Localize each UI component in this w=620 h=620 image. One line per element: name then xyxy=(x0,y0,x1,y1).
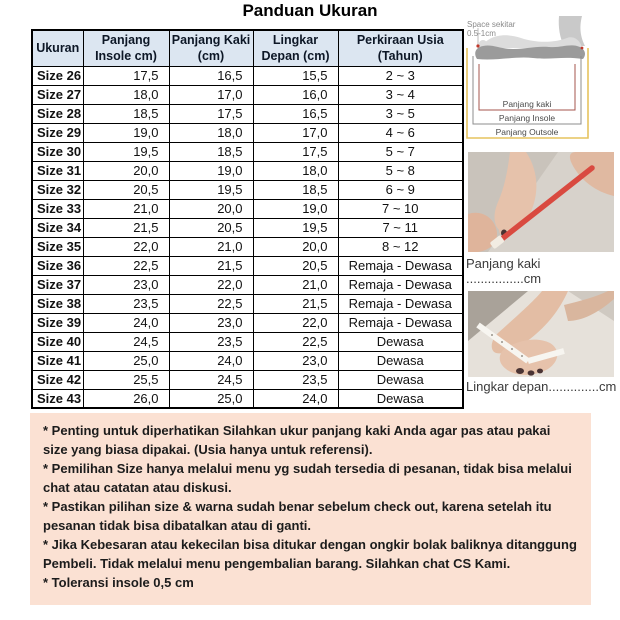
cell-size: Size 28 xyxy=(32,104,83,123)
cell-usia: 3 ~ 5 xyxy=(338,104,463,123)
cell-lingkar: 18,0 xyxy=(253,161,338,180)
foot-measurement-diagram xyxy=(463,16,616,143)
space-note-line1: Space sekitar xyxy=(467,20,516,29)
cell-kaki: 21,0 xyxy=(169,237,253,256)
cell-lingkar: 19,5 xyxy=(253,218,338,237)
cell-lingkar: 20,0 xyxy=(253,237,338,256)
page-title: Panduan Ukuran xyxy=(242,1,378,20)
cell-kaki: 21,5 xyxy=(169,256,253,275)
cell-size: Size 33 xyxy=(32,199,83,218)
note-item: * Pastikan pilihan size & warna sudah benar sebelum check out, karena setelah itu pesanan tidak bisa dibatalkan atau di ganti. xyxy=(43,498,552,533)
table-row xyxy=(32,351,463,370)
cell-insole: 22,5 xyxy=(83,256,169,275)
cell-insole: 23,0 xyxy=(83,275,169,294)
cell-usia: 7 ~ 10 xyxy=(338,199,463,218)
cell-kaki: 17,0 xyxy=(169,85,253,104)
cell-lingkar: 19,0 xyxy=(253,199,338,218)
cell-lingkar: 16,0 xyxy=(253,85,338,104)
table-header xyxy=(32,30,463,66)
table-header-row xyxy=(32,30,463,66)
cell-kaki: 19,5 xyxy=(169,180,253,199)
cell-kaki: 23,5 xyxy=(169,332,253,351)
cell-usia: 5 ~ 7 xyxy=(338,142,463,161)
cell-usia: 7 ~ 11 xyxy=(338,218,463,237)
note-item: * Toleransi insole 0,5 cm xyxy=(43,574,194,590)
cell-size: Size 34 xyxy=(32,218,83,237)
cell-kaki: 18,0 xyxy=(169,123,253,142)
table-row xyxy=(32,275,463,294)
table-row xyxy=(32,332,463,351)
cell-size: Size 37 xyxy=(32,275,83,294)
cell-size: Size 35 xyxy=(32,237,83,256)
cell-kaki: 17,5 xyxy=(169,104,253,123)
table-row xyxy=(32,199,463,218)
cell-usia: Dewasa xyxy=(338,332,463,351)
cell-insole: 23,5 xyxy=(83,294,169,313)
cell-usia: Dewasa xyxy=(338,370,463,389)
notes-box xyxy=(30,413,591,605)
cell-usia: Remaja - Dewasa xyxy=(338,256,463,275)
cell-kaki: 19,0 xyxy=(169,161,253,180)
cell-lingkar: 17,0 xyxy=(253,123,338,142)
column-header: Panjang Insole cm) xyxy=(83,30,169,66)
cell-usia: Remaja - Dewasa xyxy=(338,275,463,294)
cell-usia: Dewasa xyxy=(338,389,463,408)
table-row xyxy=(32,370,463,389)
cell-size: Size 26 xyxy=(32,66,83,85)
cell-usia: Dewasa xyxy=(338,351,463,370)
cell-lingkar: 18,5 xyxy=(253,180,338,199)
cell-size: Size 36 xyxy=(32,256,83,275)
cell-size: Size 32 xyxy=(32,180,83,199)
column-header: Perkiraan Usia (Tahun) xyxy=(338,30,463,66)
cell-kaki: 24,0 xyxy=(169,351,253,370)
cell-insole: 26,0 xyxy=(83,389,169,408)
cell-lingkar: 16,5 xyxy=(253,104,338,123)
cell-insole: 20,5 xyxy=(83,180,169,199)
label-panjang-outsole: Panjang Outsole xyxy=(495,127,559,137)
cell-size: Size 43 xyxy=(32,389,83,408)
cell-insole: 25,0 xyxy=(83,351,169,370)
front-girth-photo xyxy=(468,291,614,377)
note-item: * Pemilihan Size hanya melalui menu yg sudah tersedia di pesanan, tidak bisa melalui chat atau catatan atau diskusi. xyxy=(43,460,572,495)
cell-kaki: 24,5 xyxy=(169,370,253,389)
cell-insole: 19,5 xyxy=(83,142,169,161)
cell-insole: 25,5 xyxy=(83,370,169,389)
space-note-line2: 0.5-1cm xyxy=(467,29,496,38)
cell-insole: 18,0 xyxy=(83,85,169,104)
table-row xyxy=(32,313,463,332)
label-panjang-kaki: Panjang kaki xyxy=(502,99,552,109)
cell-size: Size 30 xyxy=(32,142,83,161)
cell-insole: 21,5 xyxy=(83,218,169,237)
cell-kaki: 20,5 xyxy=(169,218,253,237)
cell-lingkar: 20,5 xyxy=(253,256,338,275)
foot-length-photo xyxy=(468,152,614,252)
table-row xyxy=(32,85,463,104)
cell-insole: 19,0 xyxy=(83,123,169,142)
front-girth-caption: Lingkar depan..............cm xyxy=(466,379,617,394)
cell-usia: 8 ~ 12 xyxy=(338,237,463,256)
cell-kaki: 16,5 xyxy=(169,66,253,85)
cell-insole: 21,0 xyxy=(83,199,169,218)
cell-size: Size 29 xyxy=(32,123,83,142)
cell-kaki: 23,0 xyxy=(169,313,253,332)
cell-lingkar: 22,0 xyxy=(253,313,338,332)
cell-usia: 4 ~ 6 xyxy=(338,123,463,142)
cell-lingkar: 21,5 xyxy=(253,294,338,313)
cell-size: Size 27 xyxy=(32,85,83,104)
label-panjang-insole: Panjang Insole xyxy=(498,113,556,123)
column-header: Ukuran xyxy=(32,30,83,66)
table-row xyxy=(32,123,463,142)
column-header: Lingkar Depan (cm) xyxy=(253,30,338,66)
cell-usia: 6 ~ 9 xyxy=(338,180,463,199)
cell-lingkar: 23,0 xyxy=(253,351,338,370)
cell-size: Size 39 xyxy=(32,313,83,332)
table-row xyxy=(32,104,463,123)
cell-insole: 20,0 xyxy=(83,161,169,180)
table-row xyxy=(32,66,463,85)
cell-insole: 22,0 xyxy=(83,237,169,256)
cell-insole: 18,5 xyxy=(83,104,169,123)
cell-usia: Remaja - Dewasa xyxy=(338,294,463,313)
notes-list xyxy=(43,422,578,593)
cell-kaki: 25,0 xyxy=(169,389,253,408)
table-row xyxy=(32,142,463,161)
size-table xyxy=(31,29,464,409)
foot-length-caption: Panjang kaki ................cm xyxy=(466,256,542,286)
note-item: * Jika Kebesaran atau kekecilan bisa ditukar dengan ongkir bolak baliknya ditanggung Pembeli. Tidak melalui menu pengembalian barang. Silahkan chat CS Kami. xyxy=(43,536,577,571)
cell-usia: 3 ~ 4 xyxy=(338,85,463,104)
cell-lingkar: 24,0 xyxy=(253,389,338,408)
table-row xyxy=(32,180,463,199)
cell-lingkar: 22,5 xyxy=(253,332,338,351)
cell-kaki: 22,5 xyxy=(169,294,253,313)
cell-lingkar: 17,5 xyxy=(253,142,338,161)
cell-lingkar: 15,5 xyxy=(253,66,338,85)
cell-size: Size 42 xyxy=(32,370,83,389)
cell-usia: 2 ~ 3 xyxy=(338,66,463,85)
cell-kaki: 20,0 xyxy=(169,199,253,218)
cell-kaki: 18,5 xyxy=(169,142,253,161)
cell-insole: 24,5 xyxy=(83,332,169,351)
table-row xyxy=(32,237,463,256)
column-header: Panjang Kaki (cm) xyxy=(169,30,253,66)
cell-usia: 5 ~ 8 xyxy=(338,161,463,180)
cell-lingkar: 21,0 xyxy=(253,275,338,294)
measurement-brackets xyxy=(467,48,588,138)
cell-size: Size 31 xyxy=(32,161,83,180)
cell-insole: 17,5 xyxy=(83,66,169,85)
cell-kaki: 22,0 xyxy=(169,275,253,294)
note-item: * Penting untuk diperhatikan Silahkan ukur panjang kaki Anda agar pas atau pakai size yang biasa dipakai. (Usia hanya untuk referensi). xyxy=(43,423,551,457)
table-body xyxy=(32,66,463,408)
cell-insole: 24,0 xyxy=(83,313,169,332)
cell-size: Size 40 xyxy=(32,332,83,351)
table-row xyxy=(32,256,463,275)
cell-usia: Remaja - Dewasa xyxy=(338,313,463,332)
table-row xyxy=(32,218,463,237)
table-row xyxy=(32,389,463,408)
cell-lingkar: 23,5 xyxy=(253,370,338,389)
table-row xyxy=(32,161,463,180)
table-row xyxy=(32,294,463,313)
cell-size: Size 41 xyxy=(32,351,83,370)
cell-size: Size 38 xyxy=(32,294,83,313)
